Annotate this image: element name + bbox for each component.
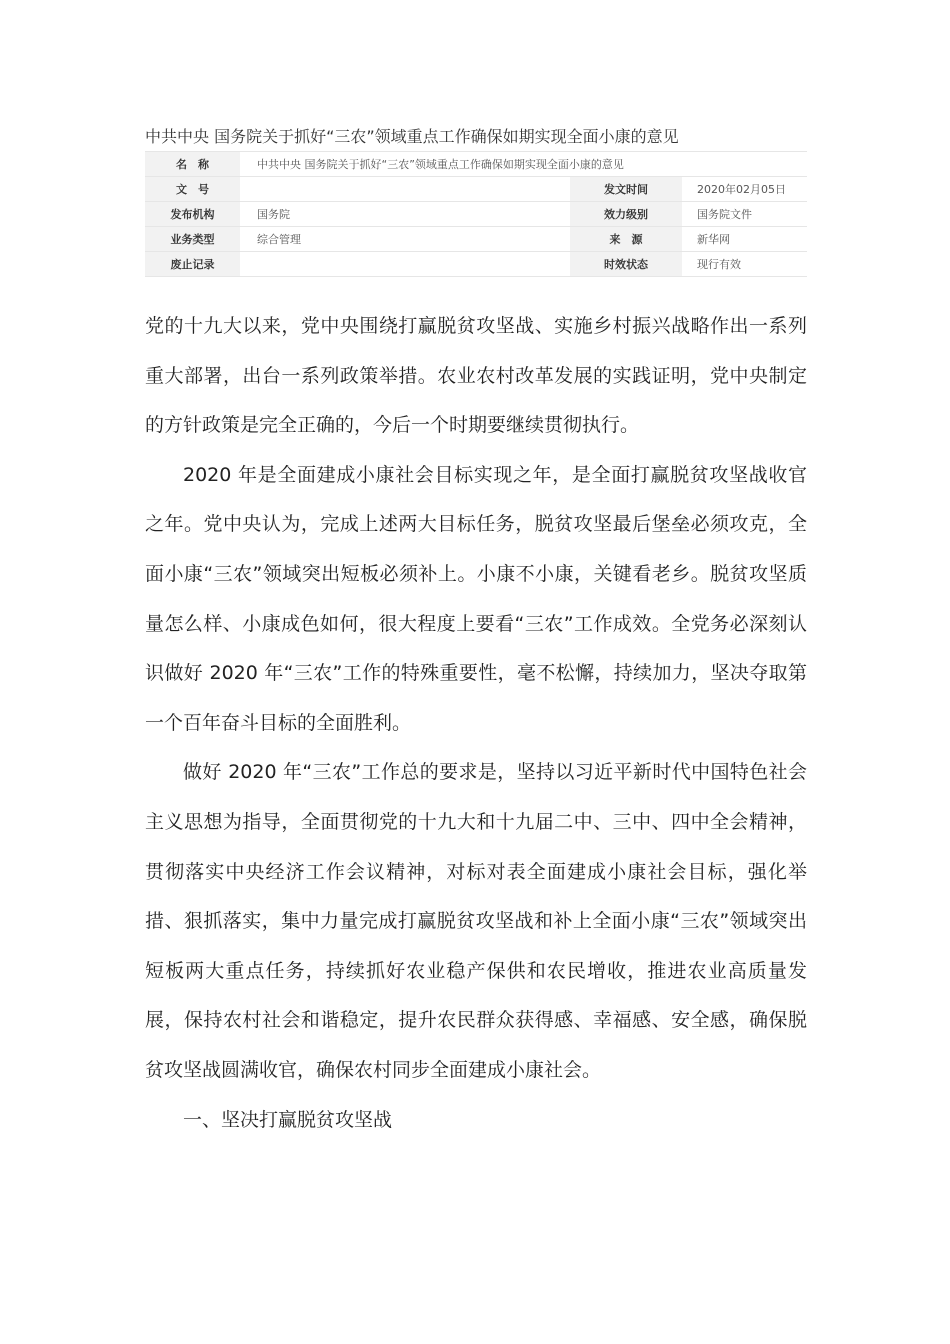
meta-row-issuer bbox=[145, 202, 807, 227]
issue-date-value: 2020年02月05日 bbox=[683, 177, 808, 202]
level-label: 效力级别 bbox=[570, 202, 683, 227]
paragraph-2020-goal: 2020 年是全面建成小康社会目标实现之年，是全面打赢脱贫攻坚战收官之年。党中央认为，完成上述两大目标任务，脱贫攻坚最后堡垒必须攻克，全面小康“三农”领域突出短板必须补上。小康不小康，关键看老乡。脱贫攻坚质量怎么样、小康成色如何，很大程度上要看“三农”工作成效。全党务必深刻认识做好 2020 年“三农”工作的特殊重要性，毫不松懈，持续加力，坚决夺取第一个百年奋斗目标的全面胜利。 bbox=[145, 463, 807, 734]
name-label: 名 称 bbox=[145, 152, 241, 177]
section-heading-1: 一、坚决打赢脱贫攻坚战 bbox=[183, 1108, 393, 1131]
paragraph-requirements: 做好 2020 年“三农”工作总的要求是，坚持以习近平新时代中国特色社会主义思想为指导，全面贯彻党的十九大和十九届二中、三中、四中全会精神，贯彻落实中央经济工作会议精神，对标对表全面建成小康社会目标，强化举措、狠抓落实，集中力量完成打赢脱贫攻坚战和补上全面小康“三农”领域突出短板两大重点任务，持续抓好农业稳产保供和农民增收，推进农业高质量发展，保持农村社会和谐稳定，提升农民群众获得感、幸福感、安全感，确保脱贫攻坚战圆满收官，确保农村同步全面建成小康社会。 bbox=[145, 761, 807, 1081]
status-label: 时效状态 bbox=[570, 252, 683, 277]
meta-row-category bbox=[145, 227, 807, 252]
source-value: 新华网 bbox=[683, 227, 808, 252]
level-value: 国务院文件 bbox=[683, 202, 808, 227]
metadata-table bbox=[145, 151, 807, 277]
doc-no-label: 文 号 bbox=[145, 177, 241, 202]
document-title: 中共中央 国务院关于抓好“三农”领域重点工作确保如期实现全面小康的意见 bbox=[145, 127, 679, 146]
issue-date-label: 发文时间 bbox=[570, 177, 683, 202]
name-value: 中共中央 国务院关于抓好“三农”领域重点工作确保如期实现全面小康的意见 bbox=[241, 152, 808, 177]
meta-row-docno bbox=[145, 177, 807, 202]
category-label: 业务类型 bbox=[145, 227, 241, 252]
meta-row-repeal bbox=[145, 252, 807, 277]
issuer-value: 国务院 bbox=[241, 202, 571, 227]
source-label: 来 源 bbox=[570, 227, 683, 252]
paragraph-intro: 党的十九大以来，党中央围绕打赢脱贫攻坚战、实施乡村振兴战略作出一系列重大部署，出台一系列政策举措。农业农村改革发展的实践证明，党中央制定的方针政策是完全正确的，今后一个时期要继续贯彻执行。 bbox=[145, 315, 807, 437]
document-body bbox=[145, 302, 807, 1145]
repeal-label: 废止记录 bbox=[145, 252, 241, 277]
doc-no-value bbox=[241, 177, 571, 202]
meta-row-name bbox=[145, 152, 807, 177]
category-value: 综合管理 bbox=[241, 227, 571, 252]
status-value: 现行有效 bbox=[683, 252, 808, 277]
issuer-label: 发布机构 bbox=[145, 202, 241, 227]
repeal-value bbox=[241, 252, 571, 277]
